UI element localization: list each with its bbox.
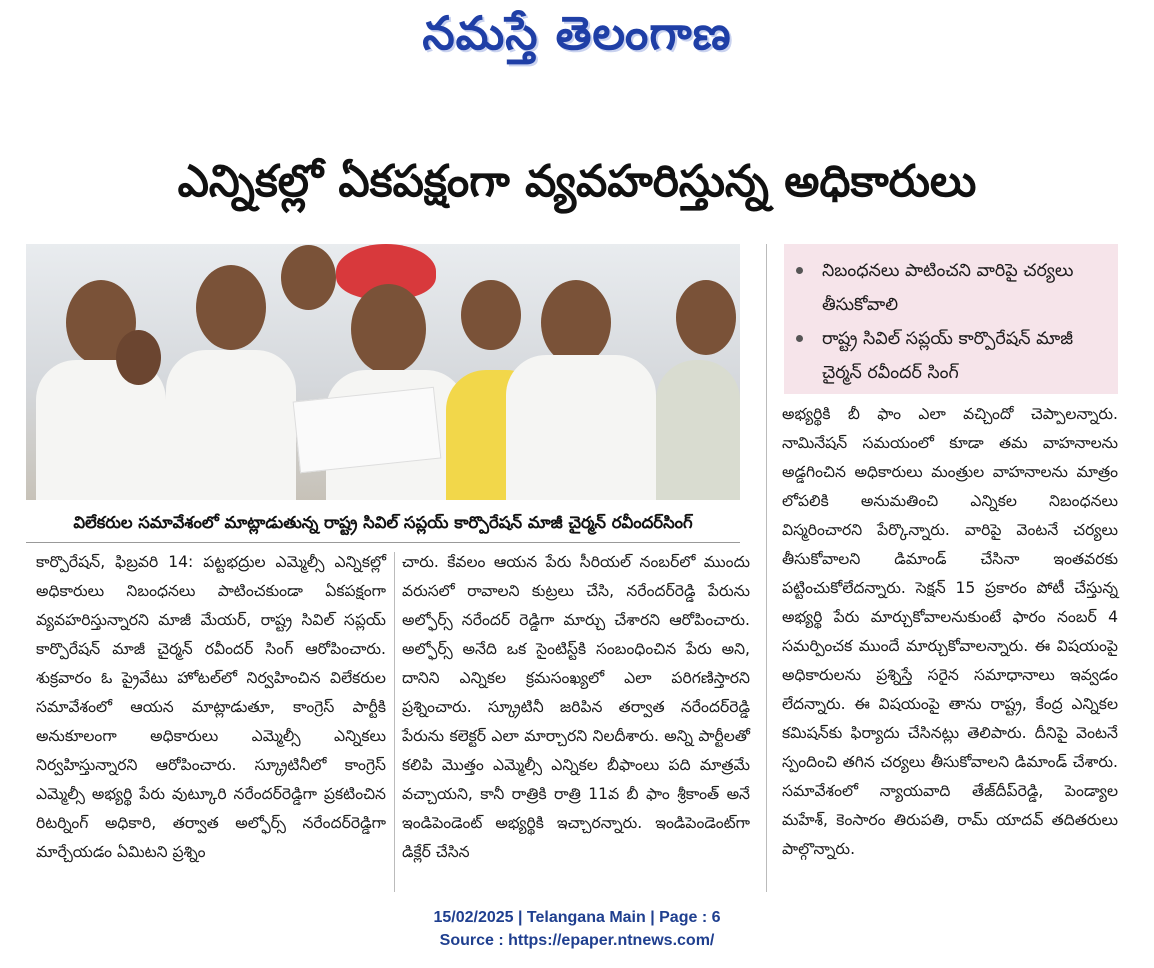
page-footer xyxy=(0,906,1154,958)
article-photo xyxy=(26,244,740,500)
photo-person xyxy=(506,260,656,500)
highlights-box xyxy=(784,244,1118,394)
masthead xyxy=(0,0,1154,80)
article-column-3: అభ్యర్థికి బీ ఫాం ఎలా వచ్చిందో చెప్పాలన్నారు. నామినేషన్ సమయంలో కూడా తమ వాహనాలను అడ్డగించిన అధికారులు మంత్రుల వాహనాలను మాత్రం లోపలికి అనుమతించి ఎన్నికల నిబంధనలు విస్మరించారని పేర్కొన్నారు. వారిపై వెంటనే చర్యలు తీసుకోవాలని డిమాండ్ చేసినా ఇంతవరకు పట్టించుకోలేదన్నారు. సెక్షన్ 15 ప్రకారం పోటీ చేస్తున్న అభ్యర్థి పేరు మార్చుకోవాలనుకుంటే ఫారం నంబర్ 4 సమర్పించక ముందే మార్చుకోవాలన్నారు. ఈ విషయంపై అధికారులను ప్రశ్నిస్తే సరైన సమాధానాలు ఇవ్వడం లేదన్నారు. ఈ విషయంపై తాను రాష్ట్ర, కేంద్ర ఎన్నికల కమిషన్‌కు ఫిర్యాదు చేసినట్లు తెలిపారు. దీనిపై వెంటనే స్పందించి తగిన చర్యలు తీసుకోవాలని డిమాండ్ చేశారు. సమావేశంలో న్యాయవాది తేజ్‌దీప్‌రెడ్డి, పెండ్యాల మహేశ్, కెంసారం తిరుపతి, రామ్ యాదవ్ తదితరులు పాల్గొన్నారు. xyxy=(782,405,1118,858)
highlight-item: నిబంధనలు పాటించని వారిపై చర్యలు తీసుకోవాలి xyxy=(784,254,1118,322)
column-divider xyxy=(766,244,767,892)
column-divider xyxy=(394,552,395,892)
highlight-item: రాష్ట్ర సివిల్ సప్లయ్ కార్పొరేషన్ మాజీ చైర్మన్ రవీందర్ సింగ్ xyxy=(784,322,1118,390)
article-column-2: చారు. కేవలం ఆయన పేరు సీరియల్ నంబర్‌లో ముందు వరుసలో రావాలని కుట్రలు చేసి, నరేందర్‌రెడ్డి పేరును అల్ఫోర్స్ నరేందర్ రెడ్డిగా మార్చు చేశారని ఆరోపించారు. అల్ఫోర్స్ అనేది ఒక సైంటిస్ట్‌కి సంబంధించిన పేరు అని, దానిని ఎన్నికల క్రమసంఖ్యలో ఎలా పరిగణిస్తారని ప్రశ్నించారు. స్క్రూటినీ జరిపిన తర్వాత నరేందర్‌రెడ్డి పేరును కలెక్టర్ ఎలా మార్చారని నిలదీశారు. అన్ని పార్టీలతో కలిపి మొత్తం ఎమ్మెల్సీ ఎన్నికల బీఫాంలు పది మాత్రమే వచ్చాయని, కానీ రాత్రికి రాత్రి 11వ బీ ఫాం శ్రీకాంత్ అనే ఇండిపెండెంట్ అభ్యర్థికి ఇచ్చారన్నారు. ఇండిపెండెంట్‌గా డిక్లేర్ చేసిన xyxy=(402,553,750,861)
newspaper-logo: నమస్తే తెలంగాణ xyxy=(422,6,732,60)
bullet-icon xyxy=(796,267,803,274)
bullet-icon xyxy=(796,335,803,342)
article-headline: ఎన్నికల్లో ఏకపక్షంగా వ్యవహరిస్తున్న అధికారులు xyxy=(177,156,977,207)
caption-divider xyxy=(26,542,740,543)
photo-caption: విలేకరుల సమావేశంలో మాట్లాడుతున్న రాష్ట్ర సివిల్ సప్లయ్ కార్పొరేషన్ మాజీ చైర్మన్ రవీందర్‌సింగ్ xyxy=(73,513,693,532)
article-column-1: కార్పొరేషన్, ఫిబ్రవరి 14: పట్టభద్రుల ఎమ్మెల్సీ ఎన్నికల్లో అధికారులు నిబంధనలు పాటించకుండా ఏకపక్షంగా వ్యవహరిస్తున్నారని మాజీ మేయర్, రాష్ట్ర సివిల్ సప్లయ్ కార్పొరేషన్ మాజీ చైర్మన్ రవీందర్ సింగ్ ఆరోపించారు. శుక్రవారం ఓ ప్రైవేటు హోటల్‌లో నిర్వహించిన విలేకరుల సమావేశంలో ఆయన మాట్లాడుతూ, కాంగ్రెస్ పార్టీకి అనుకూలంగా అధికారులు ఎమ్మెల్సీ ఎన్నికలు నిర్వహిస్తున్నారని ఆరోపించారు. స్క్రూటినీలో కాంగ్రెస్ ఎమ్మెల్సీ అభ్యర్థి పేరు వుట్కూరి నరేందర్‌రెడ్డిగా ప్రకటించిన రిటర్నింగ్ అధికారి, తర్వాత అల్ఫోర్స్ నరేందర్‌రెడ్డిగా మార్చేయడం ఏమిటని ప్రశ్నిం xyxy=(36,553,386,861)
photo-person xyxy=(656,260,740,500)
edition-info: 15/02/2025 | Telangana Main | Page : 6 xyxy=(433,909,721,926)
held-paper xyxy=(293,387,442,473)
source-link[interactable]: Source : https://epaper.ntnews.com/ xyxy=(439,932,715,949)
